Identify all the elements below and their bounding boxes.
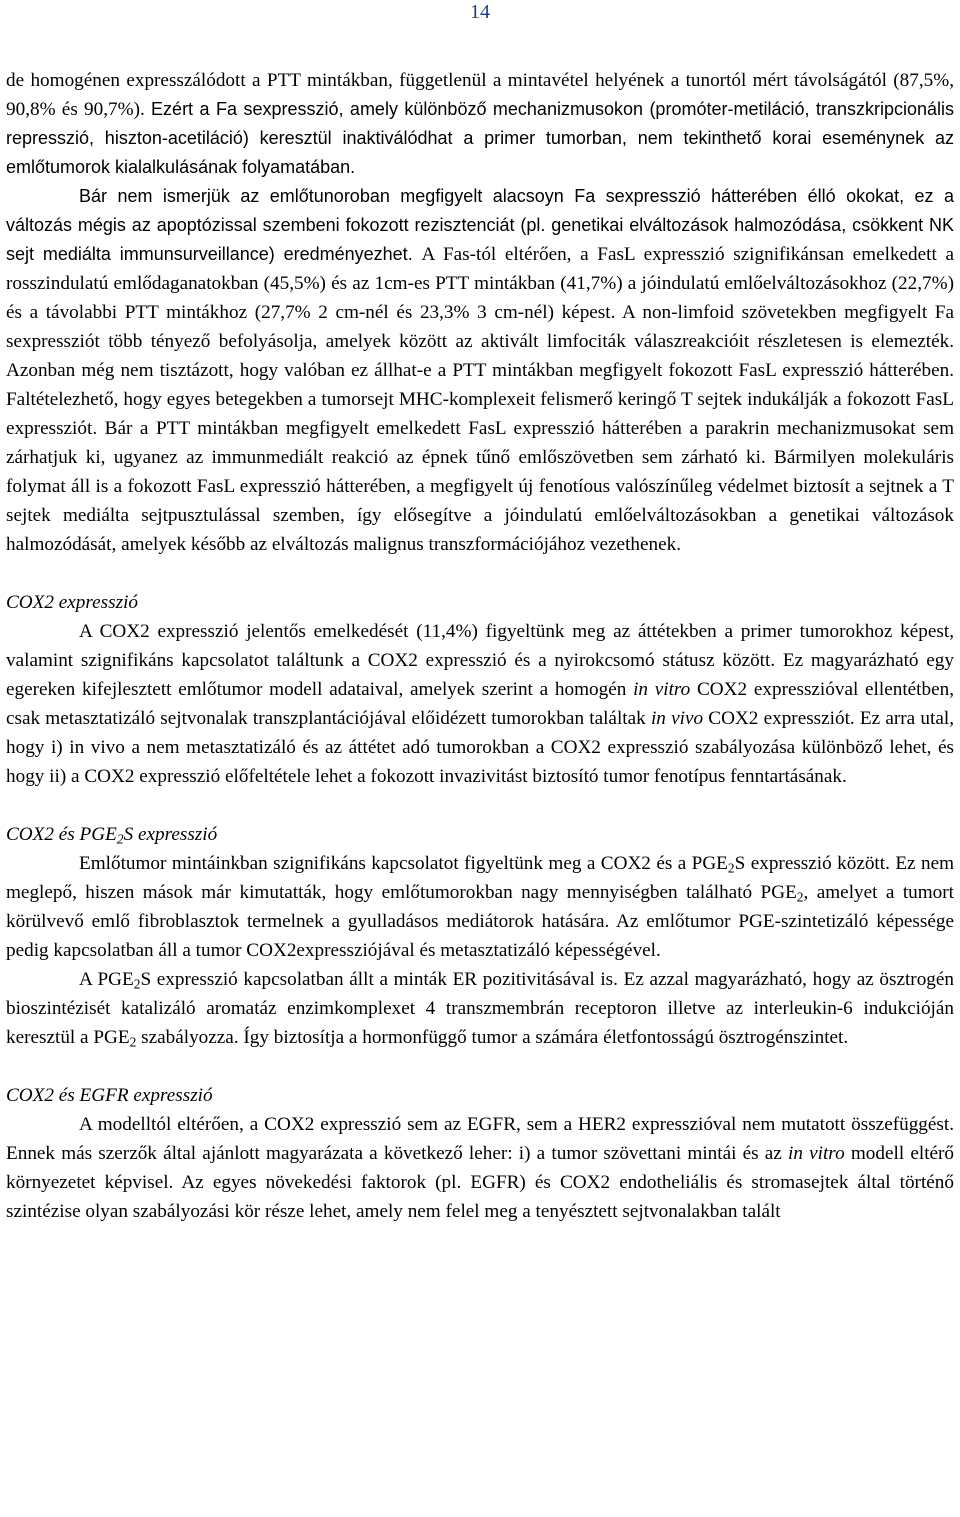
italic-term: in vitro [633,679,691,700]
text-run: modell eltérő környezetet képvisel. Az egyes növekedési faktorok (pl. EGFR) és COX2 endotheliális és stromasejtek által történő szintézise olyan szabályozási kör része lehet, amely nem felel meg a tenyésztett sejtvonalakban talált [6,1143,955,1222]
text-run: S expresszió kapcsolatban állt a minták ER pozitivitásával is. Ez azzal magyarázható, hogy az ösztrogén bioszintézisét katalizáló aromatáz enzimkomplexet 4 transzmembrán receptoron illetve az interleukin-6 indukcióján keresztül a PGE [6,969,954,1048]
text-run: Bár nem ismerjük az emlőtunoroban megfigyelt alacsoyn Fa sexpresszió hátterében élló okokat, ez a változás mégis az apoptózissal szembeni fokozott rezisztenciát (pl. genetikai elváltozások halmozódása, csökkent NK sejt mediálta immunsurveillance) eredményezhet. [6,186,954,264]
text-run: Ezért a Fa sexpresszió, amely különböző mechanizmusokon (promóter-metiláció, transzkripcionális represszió, hiszton-acetiláció) keresztül inaktiválódhat a primer tumorban, nem tekinthető korai eseménynek az emlőtumorok kialalkulásának folyamatában. [6,99,954,177]
text-run: , amelyet a tumort körülvevő emlő fibroblasztok termelnek a gyulladásos mediátorok hatására. Az emlőtumor PGE-szintetizáló képessége pedig kapcsolatban áll a tumor COX2expressziójával és metasztatizáló képességével. [6,882,954,961]
text-run: szabályozza. Így biztosítja a hormonfüggő tumor a számára életfontosságú ösztrogénszintet. [136,1027,849,1048]
subscript: 2 [116,831,124,847]
subscript: 2 [727,860,735,876]
paragraph-fas-summary [6,66,954,182]
subscript: 2 [129,1034,137,1050]
text-run: COX2 expressziót. Ez arra utal, hogy i) in vivo a nem metasztatizáló és az áttétet adó tumorokban a COX2 expresszió szabályozása különböző lehet, és hogy ii) a COX2 expresszió előfeltétele lehet a fokozott invazivitást biztosító tumor fenotípus fenntartásának. [6,708,954,787]
text-run: de homogénen expresszálódott a PTT mintákban, függetlenül a mintavétel helyének a tunortól mért távolságától (87,5%, 90,8% és 90,7%). [6,70,954,120]
paragraph-cox2-egfr [6,1110,954,1226]
section-heading-cox2-pge2s [6,820,954,849]
subscript: 2 [133,976,141,992]
text-run: S expresszió között. Ez nem meglepő, hiszen mások már kimutatták, hogy emlőtumorokban nagy mennyiségben található PGE [6,853,955,903]
text-run: A modelltól eltérően, a COX2 expresszió sem az EGFR, sem a HER2 expresszióval nem mutatott összefüggést. Ennek más szerzők által ajánlott magyarázata a következő leher: i) a tumor szövettani mintái és az [6,1114,954,1164]
paragraph-fasl [6,182,954,559]
heading-text: S expresszió [123,824,218,845]
text-run: COX2 expresszióval ellentétben, csak metasztatizáló sejtvonalak transzplantációjával előidézett tumorokban találtak [6,679,955,729]
paragraph-cox2-pge2s [6,849,954,965]
italic-term: in vivo [650,708,704,729]
paragraph-pge2s-er [6,965,954,1052]
page-number: 14 [470,1,490,23]
subscript: 2 [796,889,804,905]
heading-text: COX2 és PGE [6,824,117,845]
text-run: A COX2 expresszió jelentős emelkedését (11,4%) figyeltünk meg az áttétekben a primer tumorokhoz képest, valamint szignifikáns kapcsolatot találtunk a COX2 expresszió és a nyirokcsomó státusz között. Ez magyarázható egy egereken kifejlesztett emlőtumor modell adataival, amelyek szerint a homogén [6,621,954,700]
section-heading-cox2: COX2 expresszió [6,592,138,613]
document-body [6,66,954,1226]
text-run: Emlőtumor mintáinkban szignifikáns kapcsolatot figyeltünk meg a COX2 és a PGE [79,853,728,874]
section-heading-cox2-egfr: COX2 és EGFR expresszió [6,1085,213,1106]
italic-term: in vitro [788,1143,845,1164]
text-run: A Fas-tól eltérően, a FasL expresszió szignifikánsan emelkedett a rosszindulatú emlődaganatokban (45,5%) és az 1cm-es PTT mintákban (41,7%) a jóindulatú emlőelváltozásokhoz (22,7%) és a távolabbi PTT mintákhoz (27,7% 2 cm-nél és 23,3% 3 cm-nél) képest. A non-limfoid szövetekben megfigyelt Fa sexpressziót több tényező befolyásolja, amelyek között az aktivált limfociták válaszreakcióit részletesen is elemezték. Azonban még nem tisztázott, hogy valóban ez állhat-e a PTT mintákban megfigyelt fokozott FasL expresszió hátterében. Faltételezhető, hogy egyes betegekben a tumorsejt MHC-komplexeit felismerő keringő T sejtek indukálják a fokozott FasL expressziót. Bár a PTT mintákban megfigyelt emelkedett FasL expresszió hátterében a parakrin mechanizmusokat sem zárhatjuk ki, ugyanez az immunmediált reakció az épnek tűnő emlőszövetben sem zárható ki. Bármilyen molekuláris folymat áll is a fokozott FasL expresszió hátterében, a megfigyelt új fenotíous valószínűleg védelmet biztosít a sejtnek a T sejtek mediálta sejtpusztulással szemben, így elősegítve a jóindulatú emlőelváltozásokban a genetikai változások halmozódását, amelyek később az elváltozás malignus transzformációjához vezethenek. [6,244,954,555]
paragraph-cox2 [6,617,954,791]
text-run: A PGE [79,969,134,990]
